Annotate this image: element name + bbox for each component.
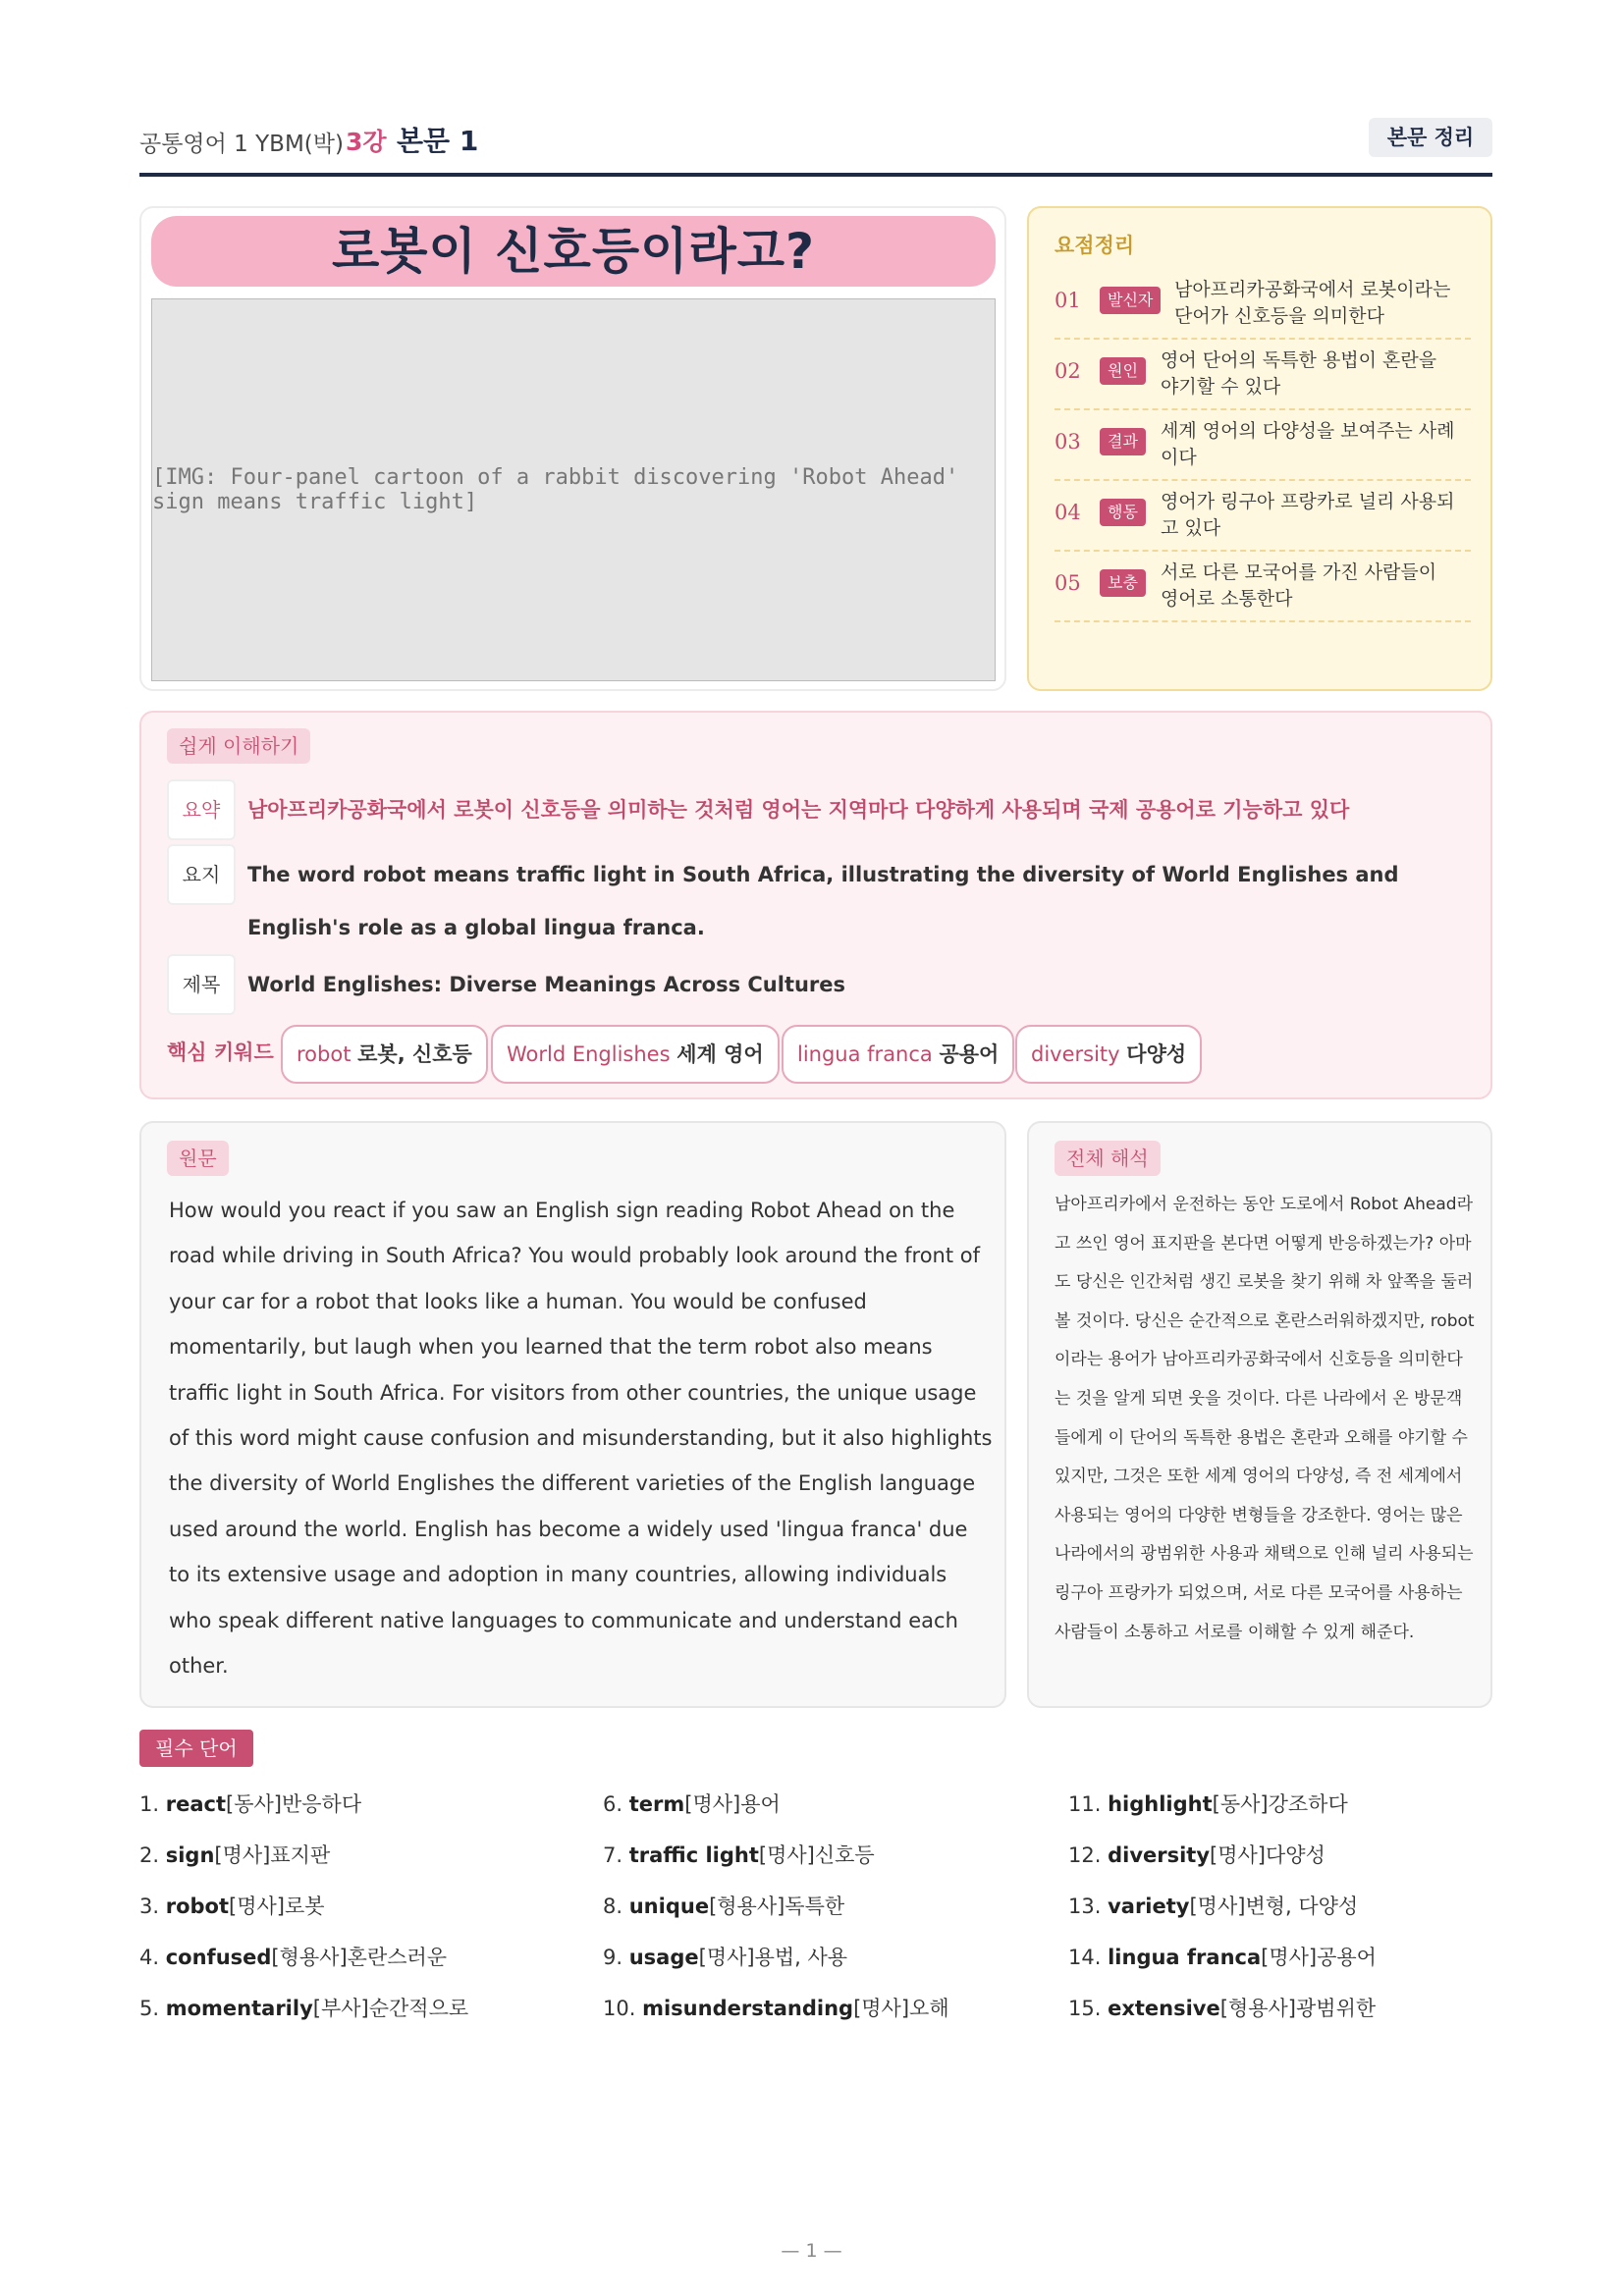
- keyword-korean: 다양성: [1126, 1042, 1187, 1066]
- summary-item: [1055, 410, 1471, 481]
- vocab-number: 3.: [139, 1895, 160, 1918]
- summary-item-tag: 결과: [1100, 428, 1146, 455]
- keyword-english: lingua franca: [797, 1042, 933, 1066]
- vocab-meaning: [형용사]독특한: [709, 1895, 845, 1918]
- vocab-word: lingua franca: [1108, 1946, 1262, 1969]
- vocab-item: [1068, 1840, 1325, 1869]
- vocab-item: [1068, 1942, 1377, 1971]
- vocab-word: extensive: [1108, 1997, 1220, 2020]
- course-name: 공통영어 1 YBM(박): [139, 132, 344, 157]
- vocab-meaning: [명사]신호등: [758, 1843, 875, 1867]
- keyword-korean: 세계 영어: [676, 1042, 764, 1066]
- vocab-meaning: [명사]다양성: [1210, 1843, 1325, 1867]
- vocab-meaning: [동사]강조하다: [1212, 1792, 1348, 1816]
- vocab-meaning: [형용사]광범위한: [1219, 1997, 1377, 2020]
- vocab-number: 9.: [603, 1946, 623, 1969]
- vocab-meaning: [명사]용법, 사용: [698, 1946, 848, 1969]
- part-title: 본문 1: [397, 125, 479, 157]
- summary-item-text: 세계 영어의 다양성을 보여주는 사례이다: [1161, 420, 1455, 468]
- summary-item-number: 03: [1055, 430, 1081, 454]
- vocab-item: [139, 1840, 330, 1869]
- vocab-word: confused: [165, 1946, 272, 1969]
- vocab-number: 10.: [603, 1997, 636, 2020]
- summary-heading: 요점정리: [1055, 234, 1135, 257]
- keywords-label: 핵심 키워드: [167, 1041, 274, 1064]
- summary-item-number: 02: [1055, 359, 1081, 383]
- keyword-chip: [491, 1025, 780, 1084]
- vocab-number: 8.: [603, 1895, 623, 1918]
- vocab-word: variety: [1108, 1895, 1190, 1918]
- vocab-meaning: [명사]로봇: [229, 1895, 325, 1918]
- vocab-number: 13.: [1068, 1895, 1102, 1918]
- summary-item-text: 영어 단어의 독특한 용법이 혼란을 야기할 수 있다: [1161, 349, 1437, 398]
- summary-label: 요약: [167, 779, 236, 840]
- vocab-word: sign: [165, 1843, 215, 1867]
- easy-heading: 쉽게 이해하기: [167, 728, 310, 764]
- vocab-meaning: [명사]공용어: [1261, 1946, 1377, 1969]
- vocab-item: [139, 1993, 468, 2022]
- title-label: 제목: [167, 954, 236, 1015]
- keyword-chip: [281, 1025, 488, 1084]
- summary-item-tag: 보충: [1100, 569, 1146, 597]
- summary-item: [1055, 552, 1471, 622]
- keyword-english: diversity: [1031, 1042, 1120, 1066]
- summary-item-number: 01: [1055, 289, 1081, 312]
- keyword-chip: [1015, 1025, 1202, 1084]
- summary-item-text: 서로 다른 모국어를 가진 사람들이 영어로 소통한다: [1161, 561, 1437, 610]
- summary-item-tag: 원인: [1100, 357, 1146, 385]
- vocab-item: [603, 1891, 844, 1920]
- vocab-number: 4.: [139, 1946, 160, 1969]
- vocab-meaning: [동사]반응하다: [226, 1792, 362, 1816]
- page-header: [139, 116, 1492, 177]
- summary-item: [1055, 340, 1471, 410]
- vocab-item: [1068, 1789, 1348, 1818]
- translation-card: [1027, 1121, 1492, 1708]
- vocab-item: [1068, 1891, 1358, 1920]
- translation-passage: 남아프리카에서 운전하는 동안 도로에서 Robot Ahead라고 쓰인 영어 표지판을 본다면 어떻게 반응하겠는가? 아마도 당신은 인간처럼 생긴 로봇을 찾기 위해 차 앞쪽을 둘러볼 것이다. 당신은 순간적으로 혼란스러워하겠지만, robot이라는 용어가 남아프리카공화국에서 신호등을 의미한다는 것을 알게 되면 웃을 것이다. 다른 나라에서 온 방문객들에게 이 단어의 독특한 용법은 혼란과 오해를 야기할 수 있지만, 그것은 또한 세계 영어의 다양성, 즉 전 세계에서 사용되는 영어의 다양한 변형들을 강조한다. 영어는 많은 나라에서의 광범위한 사용과 채택으로 인해 널리 사용되는 링구아 프랑카가 되었으며, 서로 다른 모국어를 사용하는 사람들이 소통하고 서로를 이해할 수 있게 해준다.: [1055, 1195, 1475, 1642]
- summary-item: [1055, 481, 1471, 552]
- summary-item-text: 남아프리카공화국에서 로봇이라는 단어가 신호등을 의미한다: [1174, 279, 1451, 327]
- vocab-word: usage: [628, 1946, 699, 1969]
- vocab-number: 12.: [1068, 1843, 1102, 1867]
- vocab-item: [603, 1789, 781, 1818]
- keyword-korean: 공용어: [939, 1042, 1000, 1066]
- vocab-item: [603, 1993, 949, 2022]
- summary-item-tag: 발신자: [1100, 287, 1161, 314]
- cartoon-image: [151, 298, 996, 681]
- title-text: World Englishes: Diverse Meanings Across Cultures: [247, 973, 846, 996]
- vocab-meaning: [명사]오해: [853, 1997, 949, 2020]
- illustration-title: 로봇이 신호등이라고?: [151, 216, 996, 287]
- summary-card: [1027, 206, 1492, 691]
- vocab-number: 5.: [139, 1997, 160, 2020]
- vocab-number: 1.: [139, 1792, 160, 1816]
- summary-item-tag: 행동: [1100, 499, 1146, 526]
- vocab-word: traffic light: [628, 1843, 759, 1867]
- gist-label: 요지: [167, 844, 236, 905]
- gist-text: The word robot means traffic light in South Africa, illustrating the diversity of World Englishes and English's role as a global lingua franca.: [247, 863, 1399, 939]
- vocab-meaning: [명사]변형, 다양성: [1189, 1895, 1359, 1918]
- vocab-word: highlight: [1108, 1792, 1213, 1816]
- lesson-number: 3강: [346, 128, 387, 156]
- vocab-meaning: [명사]용어: [684, 1792, 781, 1816]
- keyword-chip: [782, 1025, 1014, 1084]
- vocab-heading: 필수 단어: [139, 1730, 253, 1767]
- vocab-item: [139, 1789, 361, 1818]
- summary-item-number: 04: [1055, 501, 1081, 524]
- vocab-word: react: [165, 1792, 226, 1816]
- summary-item: [1055, 269, 1471, 340]
- vocab-meaning: [명사]표지판: [214, 1843, 331, 1867]
- summary-item-text: 영어가 링구아 프랑카로 널리 사용되고 있다: [1161, 491, 1455, 539]
- page-number: — 1 —: [781, 2240, 842, 2262]
- vocab-number: 2.: [139, 1843, 160, 1867]
- vocab-word: misunderstanding: [642, 1997, 854, 2020]
- vocab-number: 7.: [603, 1843, 623, 1867]
- vocab-meaning: [부사]순간적으로: [312, 1997, 469, 2020]
- vocab-number: 15.: [1068, 1997, 1102, 2020]
- easy-understanding-card: [139, 711, 1492, 1099]
- keyword-english: World Englishes: [507, 1042, 671, 1066]
- vocab-word: momentarily: [165, 1997, 313, 2020]
- vocab-meaning: [형용사]혼란스러운: [271, 1946, 448, 1969]
- vocab-word: robot: [165, 1895, 230, 1918]
- summary-text: 남아프리카공화국에서 로봇이 신호등을 의미하는 것처럼 영어는 지역마다 다양하게 사용되며 국제 공용어로 기능하고 있다: [247, 798, 1350, 822]
- keyword-korean: 로봇, 신호등: [357, 1042, 472, 1066]
- vocab-number: 6.: [603, 1792, 623, 1816]
- vocab-item: [603, 1840, 875, 1869]
- vocab-word: unique: [628, 1895, 710, 1918]
- vocab-item: [603, 1942, 847, 1971]
- vocab-item: [139, 1942, 447, 1971]
- vocab-item: [139, 1891, 325, 1920]
- original-passage: How would you react if you saw an English sign reading Robot Ahead on the road while driving in South Africa? You would probably look around the front of your car for a robot that looks like a human. You would be confused momentarily, but laugh when you learned that the term robot also means traffic light in South Africa. For visitors from other countries, the unique usage of this word might cause confusion and misunderstanding, but it also highlights the diversity of World Englishes the different varieties of the English language used around the world. English has become a widely used 'lingua franca' due to its extensive usage and adoption in many countries, allowing individuals who speak different native languages to communicate and understand each other.: [169, 1199, 993, 1679]
- vocab-number: 14.: [1068, 1946, 1102, 1969]
- vocab-item: [1068, 1993, 1376, 2022]
- keyword-english: robot: [297, 1042, 352, 1066]
- original-heading: 원문: [167, 1141, 229, 1176]
- translation-heading: 전체 해석: [1055, 1141, 1161, 1176]
- vocab-word: term: [628, 1792, 685, 1816]
- summary-item-number: 05: [1055, 571, 1081, 595]
- cartoon-image-placeholder-label: [IMG: Four-panel cartoon of a rabbit discovering 'Robot Ahead' sign means traffic light]: [152, 465, 959, 514]
- section-badge: 본문 정리: [1369, 118, 1492, 157]
- original-text-card: [139, 1121, 1006, 1708]
- vocab-number: 11.: [1068, 1792, 1102, 1816]
- vocab-word: diversity: [1108, 1843, 1211, 1867]
- illustration-card: [139, 206, 1006, 691]
